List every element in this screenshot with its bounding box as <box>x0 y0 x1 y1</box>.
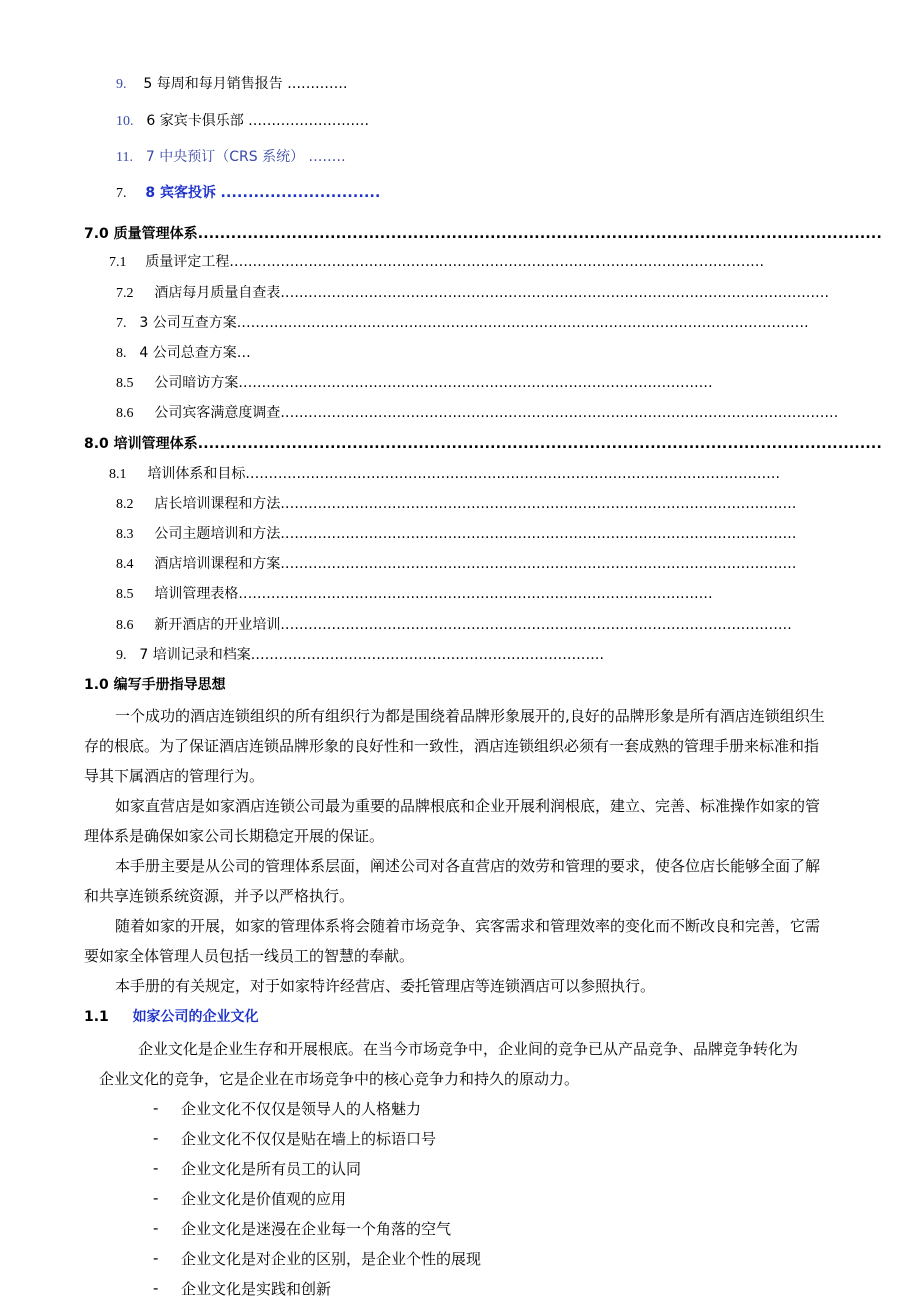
toc-leader-dots: .............................................................................................................. <box>280 617 792 633</box>
bullet-text: 企业文化不仅仅是领导人的人格魅力 <box>181 1100 422 1118</box>
toc-leader-dots: ...................................................................................................................... <box>280 285 830 301</box>
paragraph-4: 随着如家的开展，如家的管理体系将会随着市场竞争、宾客需求和管理效率的变化而不断改良和完善，它需要如家全体管理人员包括一线员工的智慧的奉献。 <box>84 917 821 965</box>
bullet-mark: - <box>153 1219 159 1237</box>
bullet-text: 企业文化是对企业的区别，是企业个性的展现 <box>181 1250 482 1268</box>
toc-leader-dots: ............................................................................ <box>250 647 605 663</box>
toc-item-label: 8 宾客投诉 <box>145 185 217 201</box>
section-heading-1-0: 1.0 编写手册指导思想 <box>84 677 226 693</box>
bullet-text: 企业文化是价值观的应用 <box>181 1190 347 1208</box>
toc-item-number: 8.2 <box>116 497 134 512</box>
toc-item-7-3[interactable] <box>116 313 809 334</box>
section-title: 如家公司的企业文化 <box>132 1009 259 1025</box>
toc-item-label: 4 公司总查方案… <box>139 345 251 361</box>
toc-item-sales-8[interactable] <box>116 183 381 204</box>
toc-leader-dots: ...................................................................................................... <box>238 375 713 391</box>
toc-leader-dots: ................................................................................................................... <box>229 254 765 270</box>
toc-item-label: 店长培训课程和方法 <box>154 496 281 512</box>
toc-leader-dots: ................................................................................................................... <box>245 466 781 482</box>
bullet-mark: - <box>153 1159 159 1177</box>
toc-item-number: 10. <box>116 114 134 129</box>
toc-leader-dots: ........................................................................................................................... <box>236 315 809 331</box>
toc-item-number: 8.5 <box>116 376 134 391</box>
toc-item-8-6[interactable] <box>116 403 838 424</box>
toc-leader-dots: ............................................................................................................................ <box>197 436 882 452</box>
bullet-mark: - <box>153 1189 159 1207</box>
toc-leader-dots: ...................................................................................................... <box>238 586 713 602</box>
toc-item-number: 8.6 <box>116 406 134 421</box>
toc-item-label: 公司宾客满意度调查 <box>154 405 281 421</box>
bullet-mark: - <box>153 1099 159 1117</box>
paragraph-3: 本手册主要是从公司的管理体系层面，阐述公司对各直营店的效劳和管理的要求，使各位店长能够全面了解和共享连锁系统资源，并予以严格执行。 <box>84 857 821 905</box>
toc-item-8-4[interactable] <box>116 343 251 364</box>
toc-item-8-5[interactable] <box>116 373 713 394</box>
toc-item-7-1[interactable] <box>109 252 764 273</box>
toc-item-number: 8.6 <box>116 618 134 633</box>
toc-item-label: 酒店培训课程和方案 <box>154 556 281 572</box>
toc-item-number: 8.4 <box>116 557 134 572</box>
section-heading-1-1 <box>84 1007 259 1027</box>
bullet-text: 企业文化不仅仅是贴在墙上的标语口号 <box>181 1130 437 1148</box>
toc-item-number: 8.3 <box>116 527 134 542</box>
bullet-mark: - <box>153 1249 159 1267</box>
toc-item-number: 11. <box>116 150 133 165</box>
toc-leader-dots: ............. <box>287 76 348 92</box>
toc-item-label: 酒店每月质量自查表 <box>154 285 281 301</box>
toc-item-8-4b[interactable] <box>116 554 797 575</box>
toc-item-label: 5 每周和每月销售报告 <box>143 76 283 92</box>
bullet-text: 企业文化是实践和创新 <box>181 1280 332 1298</box>
toc-item-7-2[interactable] <box>116 283 829 304</box>
toc-item-number: 8.5 <box>116 587 134 602</box>
toc-item-number: 7.1 <box>109 255 127 270</box>
toc-item-label: 新开酒店的开业培训 <box>154 617 281 633</box>
toc-item-label: 3 公司互查方案 <box>139 315 237 331</box>
toc-item-label: 6 家宾卡俱乐部 <box>146 113 244 129</box>
paragraph-5: 本手册的有关规定，对于如家特许经营店、委托管理店等连锁酒店可以参照执行。 <box>115 977 656 995</box>
toc-item-sales-5[interactable] <box>116 74 348 95</box>
toc-leader-dots: ............................. <box>220 185 381 201</box>
toc-heading-quality[interactable] <box>84 224 882 244</box>
toc-leader-dots: ............................................................................................................... <box>280 526 797 542</box>
toc-item-number: 8.1 <box>109 467 127 482</box>
toc-item-number: 9. <box>116 648 127 663</box>
intro-line-1: 企业文化是企业生存和开展根底。在当今市场竞争中，企业间的竞争已从产品竞争、品牌竞争转化为 <box>138 1040 799 1058</box>
toc-item-label: 公司主题培训和方法 <box>154 526 281 542</box>
toc-item-label: 7 培训记录和档案 <box>139 647 251 663</box>
toc-item-8-2[interactable] <box>116 494 797 515</box>
toc-item-label: 培训体系和目标 <box>147 466 246 482</box>
intro-line-2: 企业文化的竞争，它是企业在市场竞争中的核心竞争力和持久的原动力。 <box>99 1070 580 1088</box>
toc-heading-training[interactable] <box>84 434 882 454</box>
toc-item-8-6b[interactable] <box>116 615 792 636</box>
toc-heading-label: 8.0 培训管理体系 <box>84 436 198 452</box>
paragraph-2: 如家直营店是如家酒店连锁公司最为重要的品牌根底和企业开展利润根底，建立、完善、标准操作如家的管理体系是确保如家公司长期稳定开展的保证。 <box>84 797 821 845</box>
toc-item-8-3[interactable] <box>116 524 797 545</box>
toc-item-number: 7. <box>116 186 127 201</box>
toc-item-8-1[interactable] <box>109 464 780 485</box>
toc-item-sales-7[interactable] <box>116 147 346 168</box>
toc-leader-dots: ............................................................................................................... <box>280 556 797 572</box>
section-number: 1.1 <box>84 1009 109 1025</box>
toc-leader-dots: ............................................................................................................................ <box>197 226 882 242</box>
toc-item-label: 7 中央预订（CRS 系统） <box>145 149 305 165</box>
toc-heading-label: 7.0 质量管理体系 <box>84 226 198 242</box>
bullet-text: 企业文化是所有员工的认同 <box>181 1160 362 1178</box>
bullet-mark: - <box>153 1279 159 1297</box>
toc-leader-dots: .......................... <box>248 113 370 129</box>
toc-leader-dots: ............................................................................................................... <box>280 496 797 512</box>
toc-item-label: 质量评定工程 <box>145 254 230 270</box>
toc-item-number: 8. <box>116 346 127 361</box>
toc-item-8-7[interactable] <box>116 645 604 666</box>
toc-leader-dots: ........................................................................................................................ <box>280 405 839 421</box>
toc-item-8-5b[interactable] <box>116 584 713 605</box>
toc-item-number: 7.2 <box>116 286 134 301</box>
toc-item-label: 公司暗访方案 <box>154 375 239 391</box>
toc-leader-dots: ........ <box>308 149 346 165</box>
toc-item-number: 7. <box>116 316 127 331</box>
toc-item-number: 9. <box>116 77 127 92</box>
toc-item-sales-6[interactable] <box>116 111 369 132</box>
bullet-text: 企业文化是迷漫在企业每一个角落的空气 <box>181 1220 452 1238</box>
paragraph-1: 一个成功的酒店连锁组织的所有组织行为都是围绕着品牌形象展开的,良好的品牌形象是所有酒店连锁组织生存的根底。为了保证酒店连锁品牌形象的良好性和一致性，酒店连锁组织必须有一套成熟的管理手册来标准和指导其下属酒店的管理行为。 <box>84 707 825 785</box>
bullet-mark: - <box>153 1129 159 1147</box>
toc-item-label: 培训管理表格 <box>154 586 239 602</box>
